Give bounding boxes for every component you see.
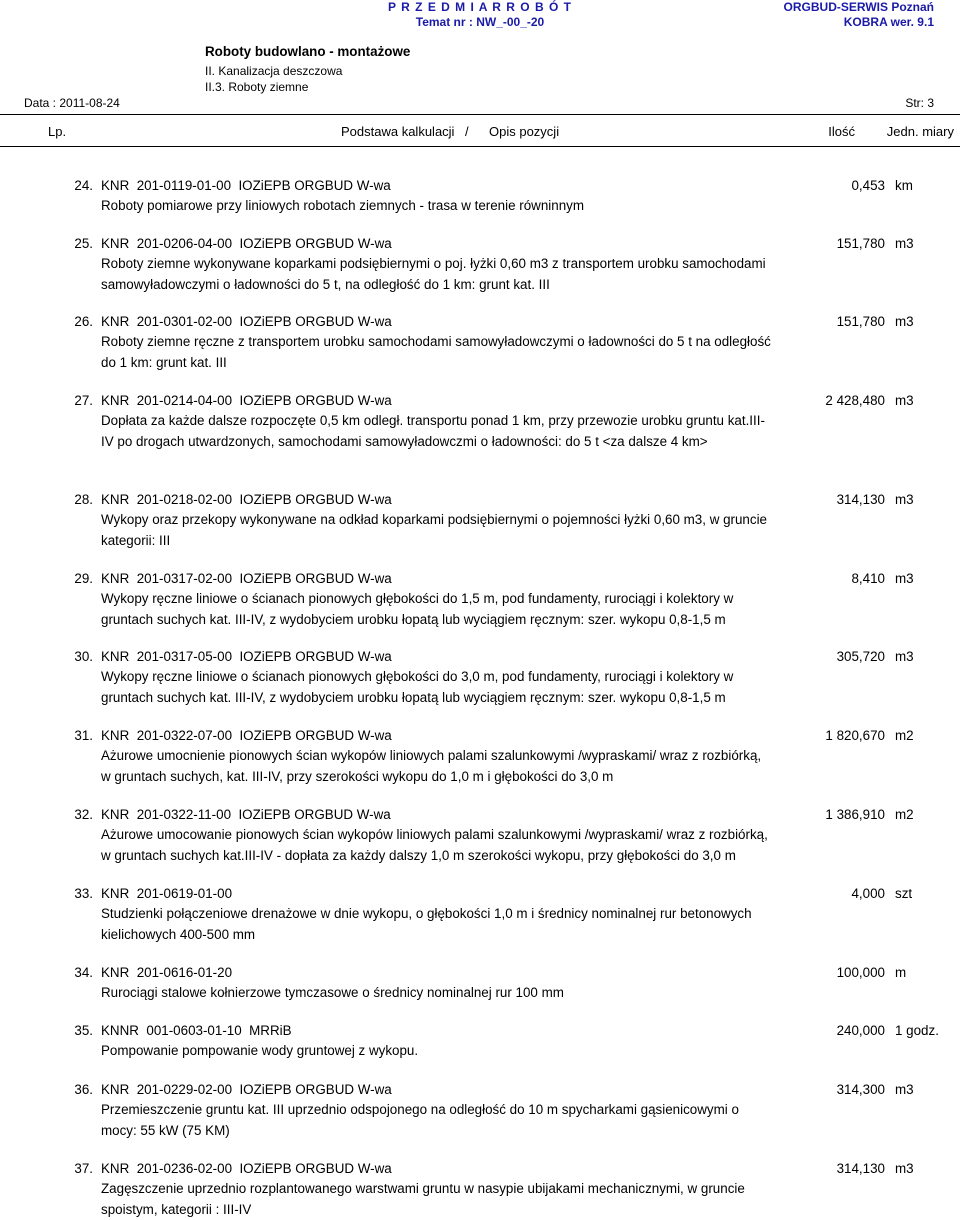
section-title: Roboty budowlano - montażowe <box>205 44 411 59</box>
section-subtitle: II. Kanalizacja deszczowa <box>205 64 343 78</box>
row-number: 30. <box>74 649 93 664</box>
row-quantity: 1 820,670 <box>825 728 885 743</box>
row-unit: m2 <box>895 807 914 822</box>
row-unit: m2 <box>895 728 914 743</box>
row-number: 24. <box>74 178 93 193</box>
row-description: Wykopy oraz przekopy wykonywane na odkład koparkami podsiębiernymi o pojemności łyżki 0,60 m3, w gruncie kategorii: III <box>101 512 768 548</box>
row-number: 37. <box>74 1161 93 1176</box>
column-header-quantity: Ilość <box>828 124 855 139</box>
row-basis-code: KNR 201-0317-05-00 IOZiEPB ORGBUD W-wa <box>101 649 392 664</box>
row-description: Zagęszczenie uprzednio rozplantowanego warstwami gruntu w nasypie ubijakami mechanicznymi, w gruncie spoistym, kategorii : III-IV <box>101 1181 745 1217</box>
row-quantity: 151,780 <box>836 314 885 329</box>
row-basis-code: KNR 201-0301-02-00 IOZiEPB ORGBUD W-wa <box>101 314 392 329</box>
row-unit: m3 <box>895 393 914 408</box>
row-basis-code: KNR 201-0206-04-00 IOZiEPB ORGBUD W-wa <box>101 236 392 251</box>
row-basis-code: KNR 201-0322-11-00 IOZiEPB ORGBUD W-wa <box>101 807 391 822</box>
section-subtitle: II.3. Roboty ziemne <box>205 80 309 94</box>
row-description: Wykopy ręczne liniowe o ścianach pionowych głębokości do 1,5 m, pod fundamenty, rurociągi i kolektory w gruntach suchych kat. III-IV, z wydobyciem urobku łopatą lub wyciągiem ręcznym: szer. wykopu 0,8-1,5 m <box>101 591 734 627</box>
row-description: Ażurowe umocowanie pionowych ścian wykopów liniowych palami szalunkowymi /wypraskami/ wraz z rozbiórką, w gruntach suchych kat.III-IV - dopłata za każdy dalszy 1,0 m szerokości wykopu, przy głębokości do 3,0 m <box>101 827 768 863</box>
row-quantity: 2 428,480 <box>825 393 885 408</box>
row-number: 36. <box>74 1082 93 1097</box>
row-basis-code: KNR 201-0619-01-00 <box>101 886 233 901</box>
row-unit: m3 <box>895 314 914 329</box>
row-description: Dopłata za każde dalsze rozpoczęte 0,5 km odległ. transportu ponad 1 km, przy przewozie urobku gruntu kat.III-IV po drogach utwardzonych, samochodami samowyładowczmi o ładowności: do 5 t <za dalsze 4 km> <box>101 413 765 449</box>
column-header-divider <box>0 146 960 147</box>
row-basis-code: KNR 201-0214-04-00 IOZiEPB ORGBUD W-wa <box>101 393 392 408</box>
row-quantity: 151,780 <box>836 236 885 251</box>
document-subtitle: Temat nr : NW_-00_-20 <box>415 15 545 29</box>
row-quantity: 100,000 <box>836 965 885 980</box>
row-number: 27. <box>74 393 93 408</box>
row-number: 29. <box>74 571 93 586</box>
row-quantity: 240,000 <box>836 1023 885 1038</box>
row-basis-code: KNR 201-0229-02-00 IOZiEPB ORGBUD W-wa <box>101 1082 392 1097</box>
row-quantity: 8,410 <box>851 571 885 586</box>
row-quantity: 314,130 <box>836 1161 885 1176</box>
row-number: 31. <box>74 728 93 743</box>
row-number: 32. <box>74 807 93 822</box>
row-description: Rurociągi stalowe kołnierzowe tymczasowe o średnicy nominalnej rur 100 mm <box>101 985 564 1000</box>
company-name: ORGBUD-SERWIS Poznań <box>783 0 934 14</box>
column-header-slash: / <box>465 124 469 139</box>
row-basis-code: KNNR 001-0603-01-10 MRRiB <box>101 1023 292 1038</box>
row-number: 26. <box>74 314 93 329</box>
row-basis-code: KNR 201-0119-01-00 IOZiEPB ORGBUD W-wa <box>101 178 391 193</box>
row-unit: m3 <box>895 1082 914 1097</box>
row-number: 34. <box>74 965 93 980</box>
row-basis-code: KNR 201-0322-07-00 IOZiEPB ORGBUD W-wa <box>101 728 392 743</box>
row-unit: m3 <box>895 492 914 507</box>
row-quantity: 1 386,910 <box>825 807 885 822</box>
row-description: Pompowanie pompowanie wody gruntowej z wykopu. <box>101 1043 419 1058</box>
row-description: Ażurowe umocnienie pionowych ścian wykopów liniowych palami szalunkowymi /wypraskami/ wraz z rozbiórką, w gruntach suchych, kat. III-IV, przy szerokości wykopu do 1,0 m i głębokości do 3,0 m <box>101 748 762 784</box>
row-unit: m3 <box>895 236 914 251</box>
row-quantity: 4,000 <box>851 886 885 901</box>
row-number: 25. <box>74 236 93 251</box>
row-quantity: 305,720 <box>836 649 885 664</box>
row-description: Roboty ziemne ręczne z transportem urobku samochodami samowyładowczymi o ładowności do 5 t na odległość do 1 km: grunt kat. III <box>101 334 771 370</box>
row-basis-code: KNR 201-0616-01-20 <box>101 965 233 980</box>
row-description: Roboty pomiarowe przy liniowych robotach ziemnych - trasa w terenie równinnym <box>101 198 585 213</box>
row-unit: szt <box>895 886 913 901</box>
row-number: 33. <box>74 886 93 901</box>
row-number: 28. <box>74 492 93 507</box>
row-description: Studzienki połączeniowe drenażowe w dnie wykopu, o głębokości 1,0 m i średnicy nominalnej rur betonowych kielichowych 400-500 mm <box>101 906 752 942</box>
row-basis-code: KNR 201-0236-02-00 IOZiEPB ORGBUD W-wa <box>101 1161 392 1176</box>
row-unit: m3 <box>895 649 914 664</box>
row-unit: 1 godz. <box>895 1023 939 1038</box>
page-number: Str: 3 <box>905 96 934 110</box>
document-date: Data : 2011-08-24 <box>24 96 120 110</box>
header-divider <box>0 114 960 115</box>
row-quantity: 0,453 <box>851 178 885 193</box>
row-description: Roboty ziemne wykonywane koparkami podsiębiernymi o poj. łyżki 0,60 m3 z transportem urobku samochodami samowyładowczymi o ładowności do 5 t, na odległość do 1 km: grunt kat. III <box>101 256 766 292</box>
row-basis-code: KNR 201-0317-02-00 IOZiEPB ORGBUD W-wa <box>101 571 392 586</box>
row-description: Przemieszczenie gruntu kat. III uprzednio odspojonego na odległość do 10 m spycharkami gąsienicowymi o mocy: 55 kW (75 KM) <box>101 1102 739 1138</box>
row-number: 35. <box>74 1023 93 1038</box>
row-description: Wykopy ręczne liniowe o ścianach pionowych głębokości do 3,0 m, pod fundamenty, rurociągi i kolektory w gruntach suchych kat. III-IV, z wydobyciem urobku łopatą lub wyciągiem ręcznym: szer. wykopu 0,8-1,5 m <box>101 669 734 705</box>
document-title: P R Z E D M I A R R O B Ó T <box>388 0 572 14</box>
row-quantity: 314,300 <box>836 1082 885 1097</box>
row-unit: m <box>895 965 907 980</box>
column-header-unit: Jedn. miary <box>886 124 954 139</box>
software-version: KOBRA wer. 9.1 <box>843 15 934 29</box>
row-unit: m3 <box>895 571 914 586</box>
column-header-description: Opis pozycji <box>489 124 560 139</box>
column-header-lp: Lp. <box>48 124 67 139</box>
row-unit: km <box>895 178 913 193</box>
row-quantity: 314,130 <box>836 492 885 507</box>
row-unit: m3 <box>895 1161 914 1176</box>
column-header-basis: Podstawa kalkulacji <box>341 124 455 139</box>
row-basis-code: KNR 201-0218-02-00 IOZiEPB ORGBUD W-wa <box>101 492 392 507</box>
